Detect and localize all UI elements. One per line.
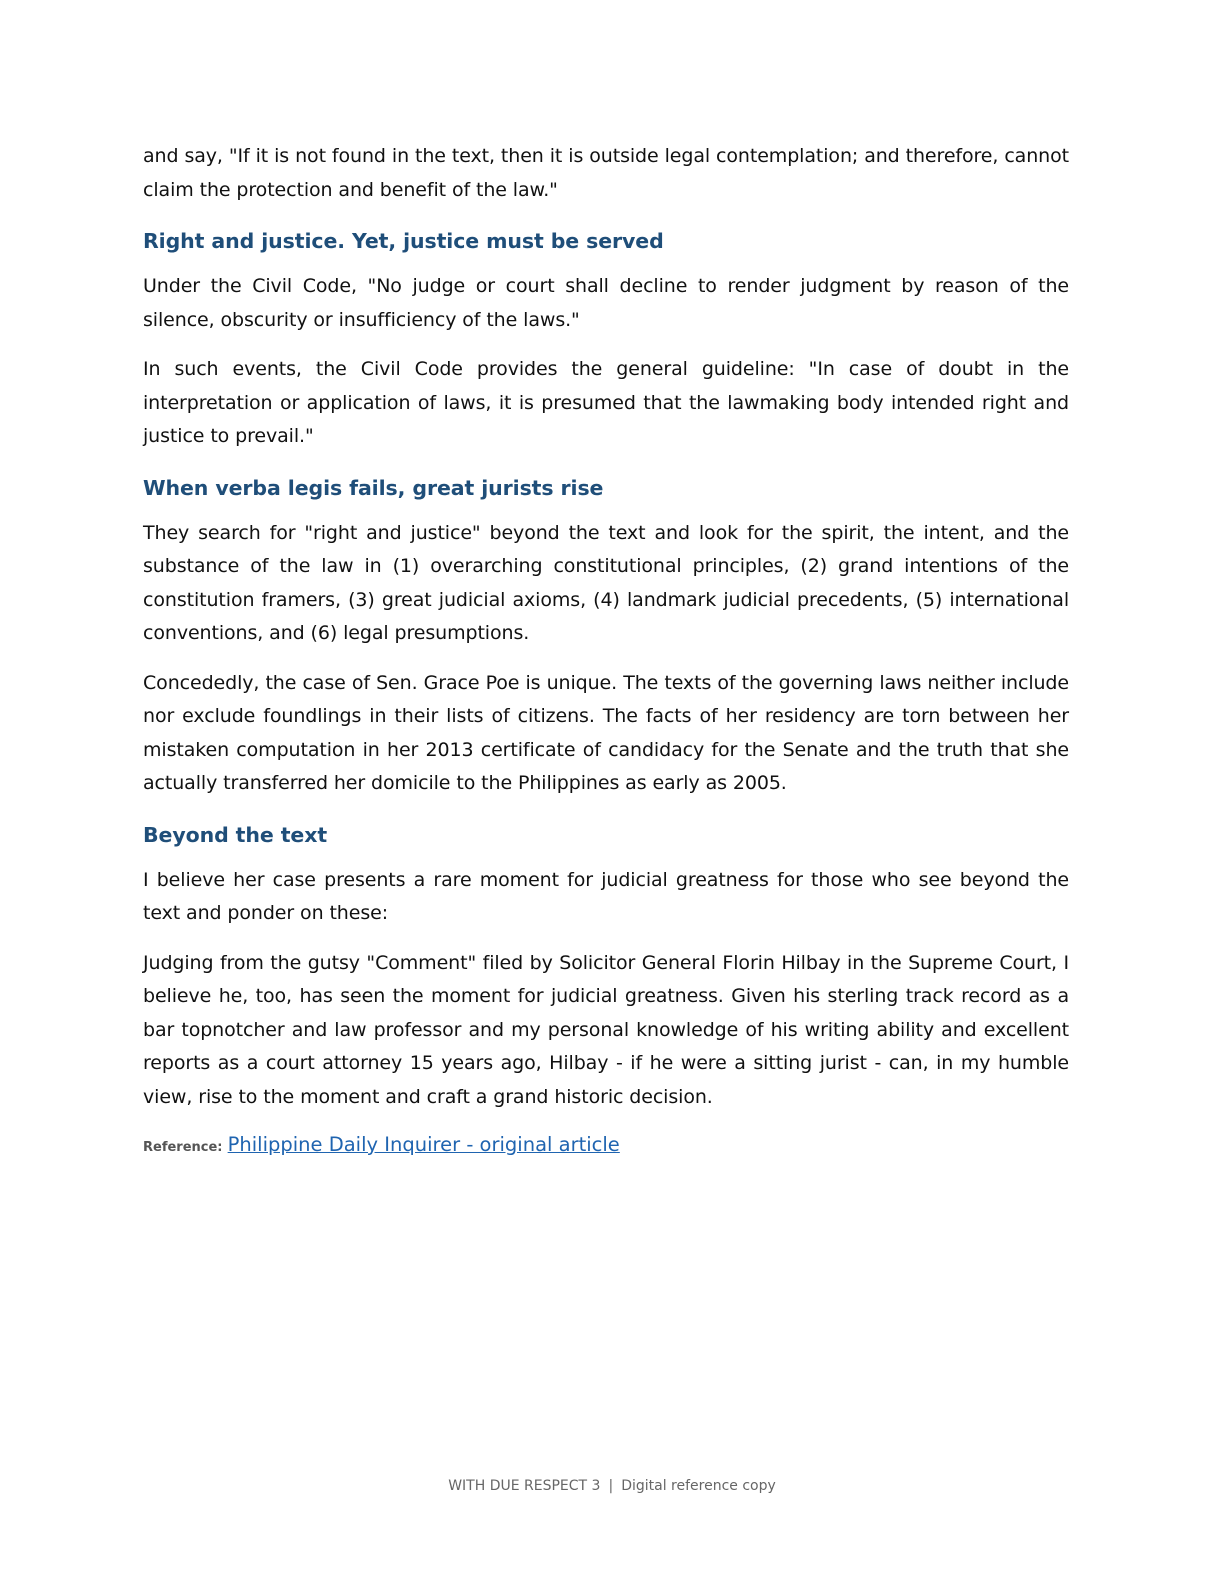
page-body	[143, 140, 1069, 1163]
paragraph-hilbay-comment: Judging from the gutsy "Comment" filed by Solicitor General Florin Hilbay in the Supreme Court, I believe he, too, has seen the moment for judicial greatness. Given his sterling track record as a bar topnotcher and law professor and my personal knowledge of his writing ability and excellent reports as a court attorney 15 years ago, Hilbay - if he were a sitting jurist - can, in my humble view, rise to the moment and craft a grand historic decision.	[143, 951, 1069, 1108]
paragraph-intro: and say, "If it is not found in the text, then it is outside legal contemplation; and therefore, cannot claim the protection and benefit of the law."	[143, 145, 1069, 201]
paragraph-judicial-greatness: I believe her case presents a rare moment for judicial greatness for those who see beyond the text and ponder on these:	[143, 868, 1069, 924]
footer-title: WITH DUE RESPECT 3	[448, 1478, 601, 1494]
paragraph-search-for-justice: They search for "right and justice" beyond the text and look for the spirit, the intent, and the substance of the law in (1) overarching constitutional principles, (2) grand intentions of the constitution framers, (3) great judicial axioms, (4) landmark judicial precedents, (5) international conventions, and (6) legal presumptions.	[143, 521, 1069, 644]
heading-verba-legis: When verba legis fails, great jurists rise	[143, 475, 604, 500]
paragraph-civil-code-silence: Under the Civil Code, "No judge or court shall decline to render judgment by reason of the silence, obscurity or insufficiency of the laws."	[143, 275, 1069, 331]
footer-note: Digital reference copy	[621, 1478, 776, 1494]
paragraph-grace-poe-case: Concededly, the case of Sen. Grace Poe is unique. The texts of the governing laws neither include nor exclude foundlings in their lists of citizens. The facts of her residency are torn between her mistaken computation in her 2013 certificate of candidacy for the Senate and the truth that she actually transferred her domicile to the Philippines as early as 2005.	[143, 671, 1069, 794]
heading-right-and-justice: Right and justice. Yet, justice must be served	[143, 229, 664, 253]
heading-beyond-the-text: Beyond the text	[143, 822, 328, 847]
footer-separator: |	[608, 1478, 614, 1494]
reference-link[interactable]: Philippine Daily Inquirer - original article	[227, 1133, 620, 1156]
reference-line	[143, 1130, 1069, 1163]
paragraph-civil-code-guideline: In such events, the Civil Code provides the general guideline: "In case of doubt in the interpretation or application of laws, it is presumed that the lawmaking body intended right and justice to prevail."	[143, 358, 1069, 447]
reference-label: Reference:	[143, 1140, 223, 1155]
page-footer	[0, 1478, 1224, 1494]
